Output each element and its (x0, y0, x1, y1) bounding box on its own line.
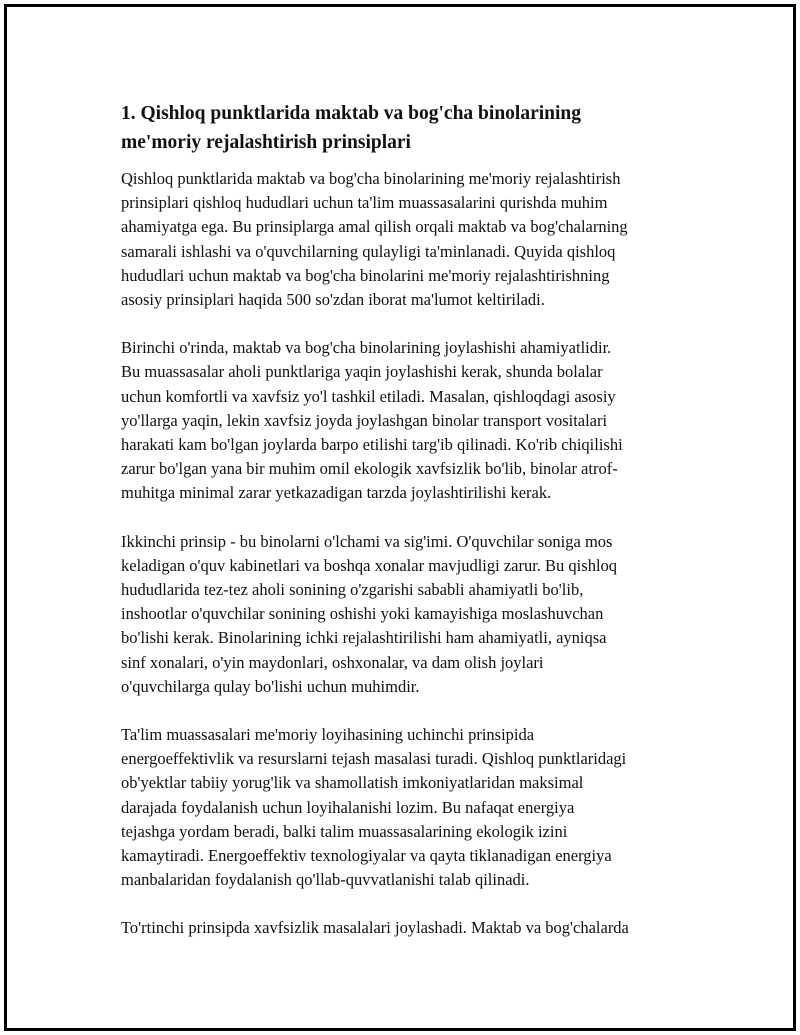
paragraph-second-principle: Ikkinchi prinsip - bu binolarni o'lchami va sig'imi. O'quvchilar soniga mos keladigan o'quv kabinetlari va boshqa xonalar mavjudligi zarur. Bu qishloq hududlarida tez-tez aholi sonining o'zgarishi sababli ahamiyatli bo'lib, inshootlar o'quvchilar sonining oshishi yoki kamayishiga moslashuvchan bo'lishi kerak. Binolarining ichki rejalashtirilishi ham ahamiyatli, ayniqsa sinf xonalari, o'yin maydonlari, oshxonalar, va dam olish joylari o'quvchilarga qulay bo'lishi uchun muhimdir. (121, 531, 618, 696)
paragraph-fourth-principle: To'rtinchi prinsipda xavfsizlik masalalari joylashadi. Maktab va bog'chalarda (121, 918, 629, 938)
paragraph-intro: Qishloq punktlarida maktab va bog'cha binolarining me'moriy rejalashtirish prinsiplari qishloq hududlari uchun ta'lim muassasalarini qurishda muhim ahamiyatga ega. Bu prinsiplarga amal qilish orqali maktab va bog'chalarning samarali ishlashi va o'quvchilarning qulayligi ta'minlanadi. Quyida qishloq hududlari uchun maktab va bog'cha binolarini me'moriy rejalashtirishning asosiy prinsiplari haqida 500 so'zdan iborat ma'lumot keltiriladi. (121, 169, 628, 310)
section-heading: 1. Qishloq punktlarida maktab va bog'cha binolarining me'moriy rejalashtirish prinsiplari (121, 103, 582, 153)
page-frame (4, 4, 796, 1031)
paragraph-third-principle: Ta'lim muassasalari me'moriy loyihasining uchinchi prinsipida energoeffektivlik va resurslarni tejash masalasi turadi. Qishloq punktlaridagi ob'yektlar tabiiy yorug'lik va shamollatish imkoniyatlaridan maksimal darajada foydalanish uchun loyihalanishi lozim. Bu nafaqat energiya tejashga yordam beradi, balki talim muassasalarining ekologik izini kamaytiradi. Energoeffektiv texnologiyalar va qayta tiklanadigan energiya manbalaridan foydalanish qo'llab-quvvatlanishi talab qilinadi. (121, 725, 627, 890)
paragraph-first-principle: Birinchi o'rinda, maktab va bog'cha binolarining joylashishi ahamiyatlidir. Bu muassasalar aholi punktlariga yaqin joylashishi kerak, shunda bolalar uchun komfortli va xavfsiz yo'l tashkil etiladi. Masalan, qishloqdagi asosiy yo'llarga yaqin, lekin xavfsiz joyda joylashgan binolar transport vositalari harakati kam bo'lgan joylarda barpo etilishi targ'ib qilinadi. Ko'rib chiqilishi zarur bo'lgan yana bir muhim omil ekologik xavfsizlik bo'lib, binolar atrof- muhitga minimal zarar yetkazadigan tarzda joylashtirilishi kerak. (121, 338, 623, 503)
document-body (121, 99, 701, 965)
